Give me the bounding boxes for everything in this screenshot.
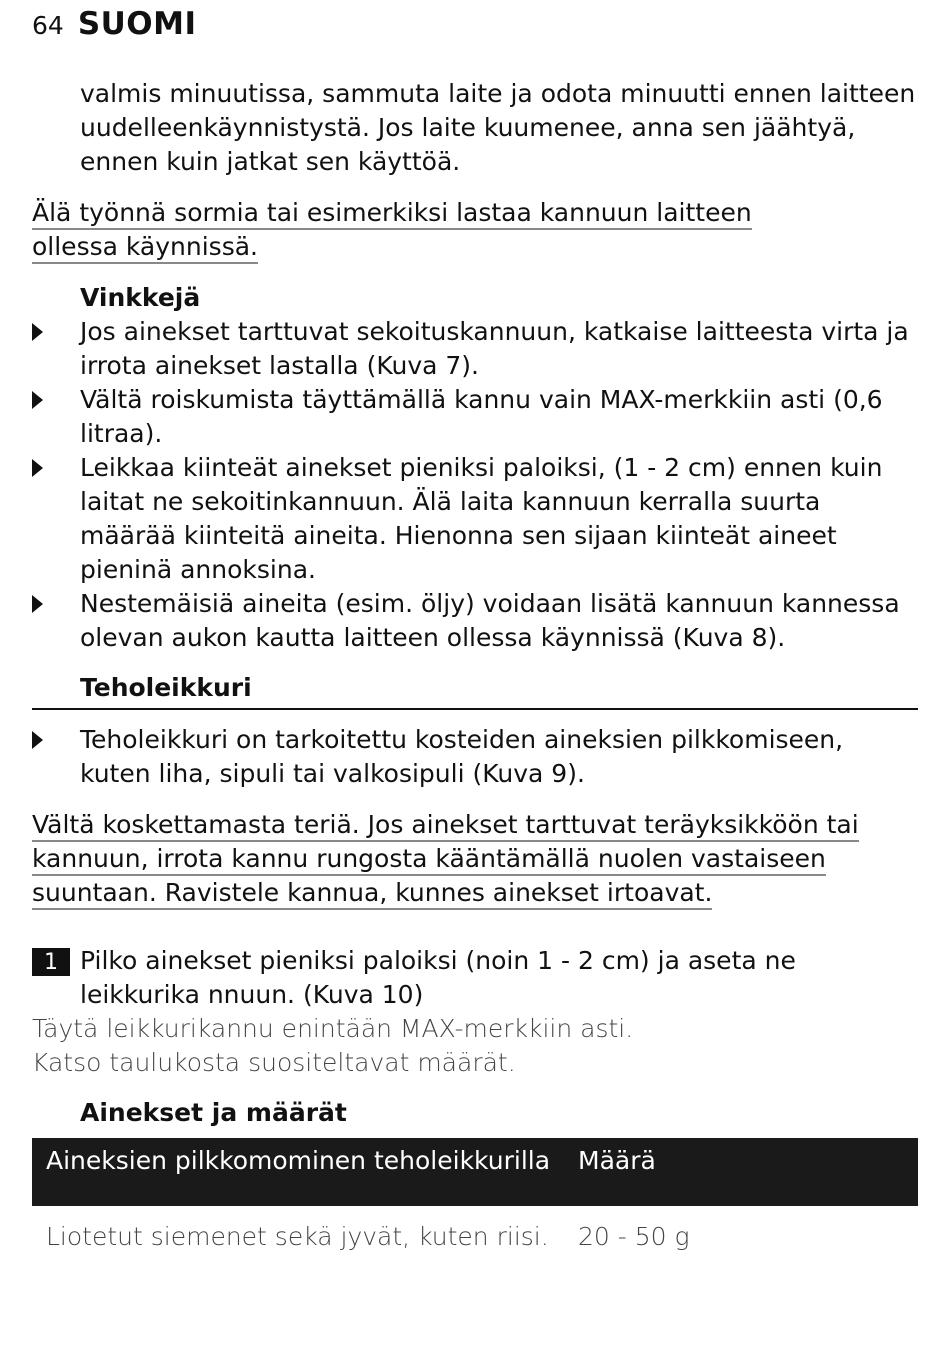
table-cell: Liotetut siemenet sekä jyvät, kuten riisi. — [46, 1222, 549, 1251]
tip-item — [32, 587, 922, 655]
tips-heading: Vinkkejä — [80, 283, 201, 312]
warning-text-2: Vältä koskettamasta teriä. Jos ainekset tarttuvat teräyksikköön tai kannuun, irrota kannu rungosta kääntämällä nuolen vastaiseen suuntaan. Ravistele kannua, kunnes ainekset irtoavat. — [32, 810, 859, 910]
tip-text: Leikkaa kiinteät ainekset pieniksi paloiksi, (1 - 2 cm) ennen kuin laitat ne sekoitinkannuun. Älä laita kannuun kerralla suurta määrää kiinteitä aineita. Hienonna sen sijaan kiinteät aineet pieninä annoksina. — [80, 453, 883, 584]
tip-item — [32, 315, 922, 383]
tip-text: Jos ainekset tarttuvat sekoituskannuun, katkaise laitteesta virta ja irrota ainekset lastalla (Kuva 7). — [80, 317, 909, 380]
table-header-row — [32, 1138, 918, 1206]
language-title: SUOMI — [77, 6, 197, 42]
intro-paragraph: valmis minuutissa, sammuta laite ja odota minuutti ennen laitteen uudelleenkäynnistystä. Jos laite kuumenee, anna sen jäähtyä, ennen kuin jatkat sen käyttöä. — [80, 79, 916, 176]
page-header — [32, 6, 197, 42]
tip-item — [32, 451, 922, 587]
step-item — [32, 944, 922, 1012]
section-divider — [32, 708, 918, 710]
bullet-arrow-icon — [32, 587, 80, 655]
step-text: Pilko ainekset pieniksi paloiksi (noin 1 - 2 cm) ja aseta ne leikkurika nnuun. (Kuva 10) — [80, 946, 796, 1009]
bullet-arrow-icon — [32, 723, 80, 791]
tip-item — [32, 383, 922, 451]
warning-paragraph-2 — [32, 808, 922, 910]
chopper-item — [32, 723, 922, 791]
note-text: Täytä leikkurikannu enintään MAX-merkkiin asti. — [32, 1014, 634, 1043]
ingredients-table — [32, 1138, 918, 1254]
table-cell: 20 - 50 g — [578, 1222, 690, 1251]
bullet-arrow-icon — [32, 315, 80, 383]
column-header: Aineksien pilkkomominen teholeikkurilla — [46, 1146, 551, 1175]
note-text: Katso taulukosta suositeltavat määrät. — [32, 1048, 516, 1077]
tip-text: Nestemäisiä aineita (esim. öljy) voidaan lisätä kannuun kannessa olevan aukon kautta laitteen ollessa käynnissä (Kuva 8). — [80, 589, 900, 652]
tip-text: Vältä roiskumista täyttämällä kannu vain MAX-merkkiin asti (0,6 litraa). — [80, 385, 883, 448]
chopper-heading: Teholeikkuri — [80, 673, 252, 702]
warning-text-1: Älä työnnä sormia tai esimerkiksi lastaa kannuun laitteen ollessa käynnissä. — [32, 198, 752, 264]
chopper-text: Teholeikkuri on tarkoitettu kosteiden aineksien pilkkomiseen, kuten liha, sipuli tai valkosipuli (Kuva 9). — [80, 725, 844, 788]
bullet-arrow-icon — [32, 383, 80, 451]
bullet-arrow-icon — [32, 451, 80, 587]
table-row — [32, 1206, 918, 1254]
page-number: 64 — [32, 11, 64, 40]
table-heading: Ainekset ja määrät — [80, 1098, 347, 1127]
column-header: Määrä — [578, 1146, 656, 1175]
step-number-badge: 1 — [32, 948, 70, 976]
warning-paragraph-1 — [32, 196, 832, 264]
